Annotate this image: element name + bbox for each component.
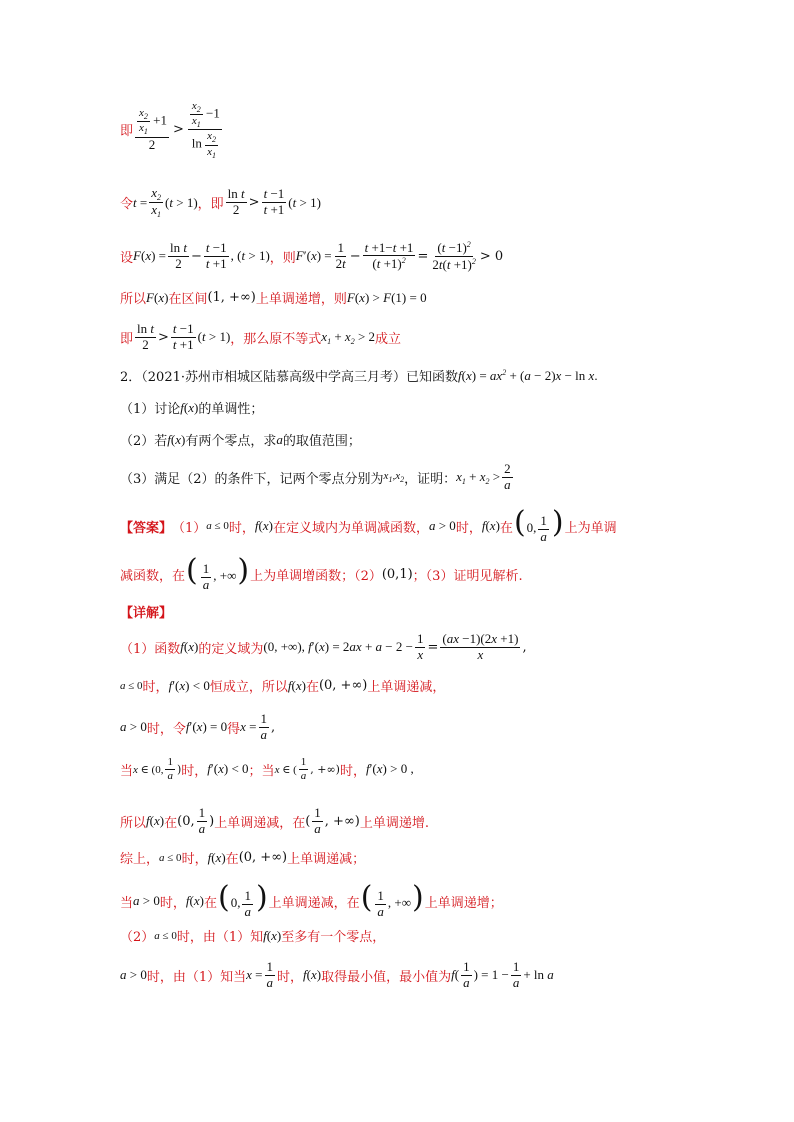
part-2-end: 的取值范围； — [282, 434, 361, 449]
detail-d1b: 的定义域为 — [198, 641, 264, 657]
detail-d5d: 上单调递增. — [359, 815, 429, 831]
text-ji-2: ，即 — [197, 197, 224, 213]
detail-d4b: 时， — [181, 763, 208, 779]
text-she: 设 — [120, 250, 134, 266]
text-ling: 令 — [120, 197, 134, 213]
detail-d6c: 在 — [225, 852, 239, 867]
function-definition-line: 设 F(x) = $\frac{\text{ln t}}{2}$ − $\frac{t -1}{t +1}$ , (t > 1) ，则 F′(x) = $\frac{1}{2t}$ − $\frac{t +1-t +1}{(t +1)^2}$ = $\frac{(t -1)^2}{2t(t +1)^2}$ > 0 — [120, 239, 504, 272]
question-2-part-1: （1）讨论 f(x) 的单调性； — [120, 399, 264, 417]
answer-t4: 在 — [499, 520, 513, 536]
detail-d8a: （2） — [120, 930, 155, 945]
answer-t5: 上为单调 — [564, 520, 617, 536]
detail-d7c: 在 — [203, 895, 217, 911]
detail-line-2: a ≤ 0 时， f′(x) < 0 恒成立，所以 f(x) 在 (0, +∞) 上单调递减， — [120, 677, 446, 695]
answer-tag: 【答案】 — [120, 520, 173, 536]
detail-d2b: 恒成立，所以 — [209, 680, 288, 695]
detail-d6b: 时， — [181, 852, 208, 867]
detail-line-9: a > 0 时，由（1）知当 x = $\frac{1}{a}$ 时， f(x) 取得最小值，最小值为 f( $\frac{1}{a}$ ) = 1 − $\frac{1}{a}$ + ln a — [120, 959, 554, 990]
detail-d8b: 时，由（1）知 — [176, 930, 264, 945]
detail-d7e: 上单调递增； — [424, 895, 503, 911]
detail-d3a: 时，令 — [146, 721, 186, 737]
detail-d5b: 在 — [164, 815, 178, 831]
original-inequality-line: 即 $\frac{\text{ln t}}{2}$ > $\frac{t -1}{t +1}$ (t > 1) ，那么原不等式 $x_1 + x_2 > 2$ 成立 — [120, 321, 402, 352]
answer-line-1: 【答案】 （1） a ≤ 0 时， f(x) 在定义域内为单调减函数， a > 0 时， f(x) 在 (0, $\frac{1}{a}$ ) 上为单调 — [120, 505, 617, 544]
detail-d2d: 上单调递减， — [367, 680, 446, 695]
detail-d7a: 当 — [120, 895, 134, 911]
detail-d6a: 综上， — [120, 852, 160, 867]
answer-line-2: 减函数，在 ( $\frac{1}{a}$ , +∞) 上为单调增函数；（2） (0,1) ；（3）证明见解析. — [120, 553, 523, 592]
text-ze: ，则 — [269, 250, 296, 266]
part-3-prove: ，证明： — [404, 471, 457, 487]
detail-d2c: 在 — [305, 680, 319, 695]
detail-d7b: 时， — [159, 895, 186, 911]
answer-t7: 上为单调增函数；（2） — [250, 568, 382, 584]
answer-t1: 时， — [228, 520, 255, 536]
detail-line-6: 综上， a ≤ 0 时， f(x) 在 (0, +∞) 上单调递减； — [120, 849, 366, 867]
substitution-line: 令 t = $\frac{x_2}{x_1}$ (t > 1) ，即 $\frac{\text{ln t}}{2}$ > $\frac{t -1}{t +1}$ (t > 1) — [120, 185, 321, 220]
detail-d9a: 时，由（1）知当 — [146, 969, 247, 985]
answer-t2: 在定义域内为单调减函数， — [272, 520, 429, 536]
part-1-label: （1）讨论 — [120, 402, 181, 417]
text-ji: 即 — [120, 124, 134, 140]
part-1-text: 的单调性； — [198, 402, 264, 417]
part-2-text: 有两个零点，求 — [185, 434, 277, 449]
detail-line-7: 当 a > 0 时， f(x) 在 (0, $\frac{1}{a}$ ) 上单调递减，在 ( $\frac{1}{a}$ , +∞) 上单调递增； — [120, 880, 503, 919]
part-3-label: （3）满足（2）的条件下，记两个零点分别为 — [120, 471, 384, 487]
detail-d3b: 得 — [227, 721, 241, 737]
detail-line-8: （2） a ≤ 0 时，由（1）知 f(x) 至多有一个零点， — [120, 927, 386, 945]
text-chengli: 成立 — [375, 331, 402, 347]
fraction-avg: $\frac{x_2}{x_1}$ +1 2 — [135, 107, 169, 152]
monotonic-conclusion-line: 所以 F(x) 在区间 (1, +∞) 上单调递增，则 F(x) > F(1) = 0 — [120, 289, 427, 307]
detail-line-3: a > 0 时，令 f′(x) = 0 得 x = $\frac{1}{a}$ , — [120, 711, 276, 742]
detail-tag-line — [120, 602, 172, 621]
text-suoyi: 所以 — [120, 292, 147, 307]
detail-d6d: 上单调递减； — [287, 852, 366, 867]
detail-d4d: 时， — [339, 763, 366, 779]
detail-d9c: 取得最小值，最小值为 — [321, 969, 452, 985]
answer-t6: 减函数，在 — [120, 568, 186, 584]
detail-d4c: ；当 — [248, 763, 275, 779]
detail-d8c: 至多有一个零点， — [281, 930, 386, 945]
inequality-line-1: 即 $\frac{x_2}{x_1}$ +1 2 > $\frac{x_2}{x_1}$ −1 ln $\frac{x_2}{x_1}$ — [120, 100, 220, 160]
detail-d4a: 当 — [120, 763, 134, 779]
answer-t3: 时， — [455, 520, 482, 536]
text-ji-3: 即 — [120, 331, 134, 347]
detail-line-4: 当 x ∈ (0, $\frac{1}{a}$ ) 时， f′(x) < 0 ；当 x ∈ ( $\frac{1}{a}$ , +∞) 时， f′(x) > 0 , — [120, 756, 414, 782]
question-2-header: 2．（2021·苏州市相城区陆慕高级中学高三月考）已知函数 $f(x) = ax^2 + (a - 2)x - \ln x$. — [120, 367, 598, 385]
text-increase: 上单调递增，则 — [255, 292, 347, 307]
part-2-label: （2）若 — [120, 434, 168, 449]
detail-d7d: 上单调递减，在 — [268, 895, 360, 911]
question-2-part-3: （3）满足（2）的条件下，记两个零点分别为 $x_1,x_2$ ，证明： $x_1 + x_2$ > $\frac{2}{a}$ — [120, 461, 511, 492]
detail-line-1: （1）函数 f(x) 的定义域为 (0, +∞), f′(x) = 2ax + a − 2 − $\frac{1}{x}$ = $\frac{(ax -1)(2x +1)}{x}$ , — [120, 631, 527, 662]
detail-d5c: 上单调递减，在 — [214, 815, 306, 831]
detail-d5a: 所以 — [120, 815, 147, 831]
answer-t8: ；（3）证明见解析. — [412, 568, 523, 584]
detail-line-5: 所以 f(x) 在 (0, $\frac{1}{a}$ ) 上单调递减，在 ( $\frac{1}{a}$ , +∞) 上单调递增. — [120, 805, 429, 836]
detail-d9b: 时， — [277, 969, 304, 985]
question-2-part-2: （2）若 f(x) 有两个零点，求 a 的取值范围； — [120, 431, 361, 449]
fraction-log: $\frac{x_2}{x_1}$ −1 ln $\frac{x_2}{x_1}$ — [188, 100, 222, 160]
text-zai-qujian: 在区间 — [168, 292, 208, 307]
question-2-source: 2．（2021·苏州市相城区陆慕高级中学高三月考）已知函数 — [120, 370, 458, 385]
detail-tag: 【详解】 — [120, 606, 173, 621]
text-original: ，那么原不等式 — [230, 331, 322, 347]
detail-d1: （1）函数 — [120, 641, 181, 657]
answer-part-1: （1） — [172, 520, 207, 536]
